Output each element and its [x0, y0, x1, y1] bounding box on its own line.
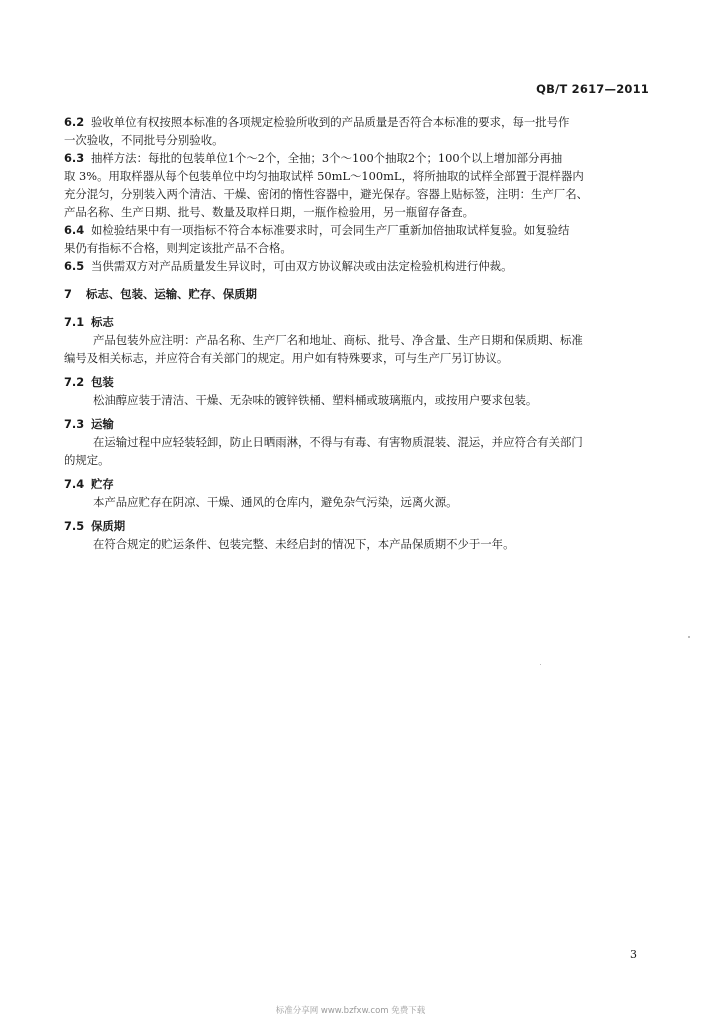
- section-heading: [64, 285, 654, 303]
- clause-6-2: [64, 113, 654, 149]
- clause-text: 如检验结果中有一项指标不符合本标准要求时，可会同生产厂重新加倍抽取试样复验。如复验结: [91, 223, 570, 237]
- page-number: 3: [630, 948, 637, 961]
- clause-text: 抽样方法：每批的包装单位1个～2个，全抽；3个～100个抽取2个；100个以上增加部分再抽: [91, 151, 563, 165]
- scan-speck: [540, 664, 541, 665]
- section-title: 标志、包装、运输、贮存、保质期: [86, 287, 257, 301]
- clause-number: 6.2: [64, 115, 85, 129]
- watermark-text: 标准分享网 www.bzfxw.com 免费下载: [275, 1006, 426, 1016]
- clause-text: 验收单位有权按照本标准的各项规定检验所收到的产品质量是否符合本标准的要求，每一批号作: [91, 115, 570, 129]
- standard-code: QB/T 2617—2011: [536, 82, 649, 96]
- subsection-text: 的规定。: [64, 453, 110, 467]
- clause-number: 6.5: [64, 259, 85, 273]
- subsection-text: 松油醇应装于清洁、干燥、无杂味的镀锌铁桶、塑料桶或玻璃瓶内，或按用户要求包装。: [93, 393, 538, 407]
- subsection-number: 7.3: [64, 417, 85, 431]
- subsection-7-1: [64, 313, 654, 367]
- document-body: [64, 113, 654, 553]
- subsection-text: 在运输过程中应轻装轻卸，防止日晒雨淋，不得与有毒、有害物质混装、混运，并应符合有关部门: [93, 435, 583, 449]
- subsection-title: 标志: [91, 315, 114, 329]
- subsection-number: 7.5: [64, 519, 85, 533]
- clause-text: 一次验收，不同批号分别验收。: [64, 133, 224, 147]
- clause-number: 6.4: [64, 223, 85, 237]
- subsection-number: 7.1: [64, 315, 85, 329]
- subsection-7-2: [64, 373, 654, 409]
- clause-text: 果仍有指标不合格，则判定该批产品不合格。: [64, 241, 292, 255]
- clause-text: 当供需双方对产品质量发生异议时，可由双方协议解决或由法定检验机构进行仲裁。: [91, 259, 513, 273]
- subsection-text: 在符合规定的贮运条件、包装完整、未经启封的情况下，本产品保质期不少于一年。: [93, 537, 515, 551]
- scan-speck: [688, 636, 690, 638]
- subsection-7-4: [64, 475, 654, 511]
- clause-number: 6.3: [64, 151, 85, 165]
- subsection-title: 贮存: [91, 477, 114, 491]
- subsection-number: 7.2: [64, 375, 85, 389]
- subsection-title: 包装: [91, 375, 114, 389]
- subsection-title: 保质期: [91, 519, 126, 533]
- subsection-7-3: [64, 415, 654, 469]
- section-number: 7: [64, 287, 72, 301]
- subsection-text: 编号及相关标志，并应符合有关部门的规定。用户如有特殊要求，可与生产厂另订协议。: [64, 351, 509, 365]
- clause-text: 充分混匀，分别装入两个清洁、干燥、密闭的惰性容器中，避光保存。容器上贴标签，注明：生产厂名、: [64, 187, 588, 201]
- clause-text: 取 3%。用取样器从每个包装单位中均匀抽取试样 50mL～100mL，将所抽取的试样全部置于混样器内: [64, 169, 584, 183]
- clause-6-5: [64, 257, 654, 275]
- subsection-title: 运输: [91, 417, 114, 431]
- subsection-7-5: [64, 517, 654, 553]
- clause-6-3: [64, 149, 654, 221]
- clause-text: 产品名称、生产日期、批号、数量及取样日期，一瓶作检验用，另一瓶留存备查。: [64, 205, 475, 219]
- subsection-text: 产品包装外应注明：产品名称、生产厂名和地址、商标、批号、净含量、生产日期和保质期、标准: [93, 333, 583, 347]
- subsection-number: 7.4: [64, 477, 85, 491]
- clause-6-4: [64, 221, 654, 257]
- subsection-text: 本产品应贮存在阴凉、干燥、通风的仓库内，避免杂气污染，远离火源。: [93, 495, 458, 509]
